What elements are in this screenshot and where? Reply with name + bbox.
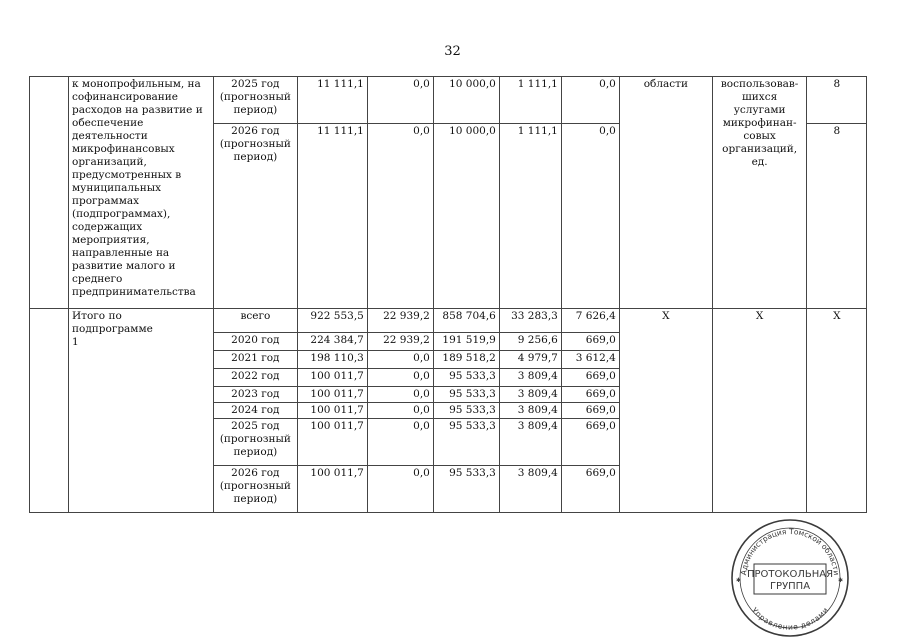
number-cell [30,77,69,309]
value-cell: 95 533,3 [433,387,499,403]
program-table [29,76,867,513]
year-cell: 2026 год (прогнозный период) [213,466,297,513]
value-cell: 100 011,7 [297,466,367,513]
value-cell: 191 519,9 [433,333,499,351]
year-cell: 2021 год [213,351,297,369]
value-cell: 100 011,7 [297,419,367,466]
value-cell: 922 553,5 [297,309,367,333]
year-cell: 2024 год [213,403,297,419]
value-cell: 95 533,3 [433,466,499,513]
year-cell: 2025 год (прогнозный период) [213,419,297,466]
official-stamp [726,512,854,640]
page-number: 32 [444,44,461,59]
value-cell: 224 384,7 [297,333,367,351]
value-cell: 3 809,4 [499,466,561,513]
svg-text:Управление делами [750,606,830,632]
value-cell: 858 704,6 [433,309,499,333]
value-cell: 1 111,1 [499,124,561,309]
value-cell: 0,0 [367,77,433,124]
value-cell: 3 809,4 [499,387,561,403]
value-cell: 0,0 [561,77,619,124]
value-cell: 11 111,1 [297,77,367,124]
value-cell: 1 111,1 [499,77,561,124]
year-cell: 2022 год [213,369,297,387]
year-cell: 2026 год (прогнозный период) [213,124,297,309]
value-cell: 189 518,2 [433,351,499,369]
value-cell: 3 809,4 [499,369,561,387]
value-cell: 0,0 [367,466,433,513]
indicator-cell: воспользовав-шихся услугами микрофинан-совых организаций, ед. [712,77,807,309]
stamp-inner-line1: ПРОТОКОЛЬНАЯ [746,569,834,580]
stamp-outer-text: Администрация Томской области [739,526,841,576]
value-cell: 0,0 [367,351,433,369]
year-cell: 2025 год (прогнозный период) [213,77,297,124]
value-cell: 0,0 [367,419,433,466]
value-cell: 669,0 [561,403,619,419]
year-cell: 2020 год [213,333,297,351]
year-cell: всего [213,309,297,333]
value-cell: 0,0 [367,369,433,387]
value-cell: 669,0 [561,419,619,466]
value-cell: 11 111,1 [297,124,367,309]
value-cell: 10 000,0 [433,124,499,309]
stamp-bottom-text: Управление делами [749,605,830,632]
value-cell: 33 283,3 [499,309,561,333]
target-cell: 8 [807,124,867,309]
value-cell: 100 011,7 [297,369,367,387]
value-cell: 100 011,7 [297,387,367,403]
subtotal-label: Итого по подпрограмме 1 [69,309,214,513]
measure-description: к монопрофильным, на софинансирование расходов на развитие и обеспечение деятельности микрофинансовых организаций, предусмотренных в муниципальных программах (подпрограммах), содержащих мероприятия, направленные на развитие малого и среднего предпринимательства [69,77,214,309]
value-cell: 22 939,2 [367,333,433,351]
value-cell: 669,0 [561,466,619,513]
table-row [30,309,867,333]
value-cell: 100 011,7 [297,403,367,419]
value-cell: 4 979,7 [499,351,561,369]
value-cell: 0,0 [367,403,433,419]
number-cell [30,309,69,513]
value-cell: 7 626,4 [561,309,619,333]
value-cell: 669,0 [561,387,619,403]
value-cell: 22 939,2 [367,309,433,333]
value-cell: 3 809,4 [499,403,561,419]
star-icon: ✱ [736,577,742,584]
value-cell: 0,0 [561,124,619,309]
year-cell: 2023 год [213,387,297,403]
x-cell: X [807,309,867,513]
value-cell: 669,0 [561,333,619,351]
value-cell: 0,0 [367,387,433,403]
value-cell: 9 256,6 [499,333,561,351]
x-cell: X [712,309,807,513]
target-cell: 8 [807,77,867,124]
executor-cell: области [619,77,712,309]
value-cell: 0,0 [367,124,433,309]
x-cell: X [619,309,712,513]
value-cell: 3 809,4 [499,419,561,466]
table-row [30,77,867,124]
value-cell: 95 533,3 [433,419,499,466]
value-cell: 669,0 [561,369,619,387]
value-cell: 95 533,3 [433,403,499,419]
star-icon: ✱ [838,577,844,584]
stamp-seal-icon [726,512,854,640]
value-cell: 95 533,3 [433,369,499,387]
value-cell: 10 000,0 [433,77,499,124]
stamp-inner-line2: ГРУППА [769,581,811,592]
value-cell: 198 110,3 [297,351,367,369]
value-cell: 3 612,4 [561,351,619,369]
